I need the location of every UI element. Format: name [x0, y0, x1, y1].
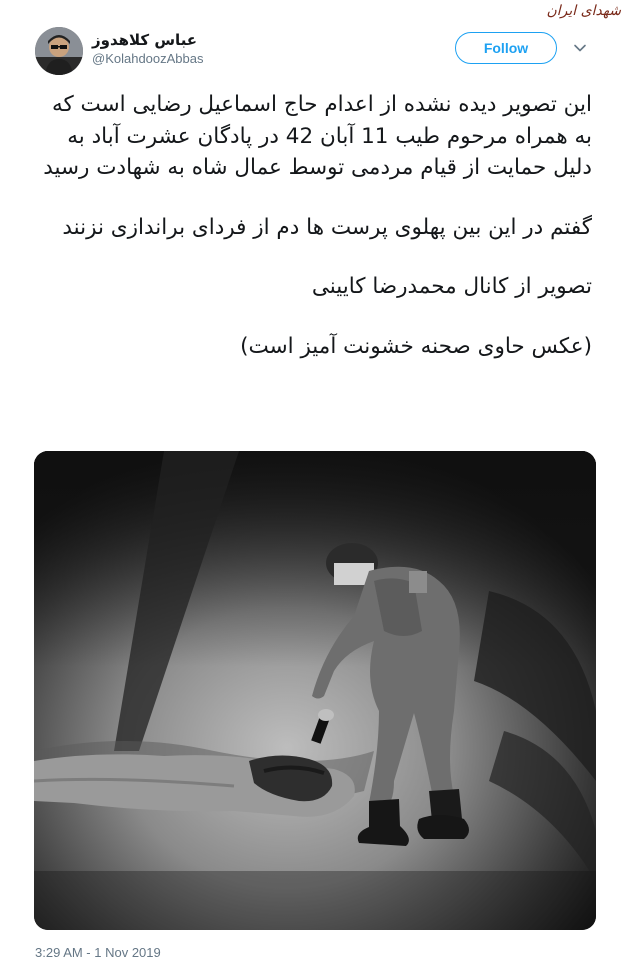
tweet-header — [35, 27, 595, 77]
tweet-paragraph: تصویر از کانال محمدرضا کایینی — [311, 274, 592, 299]
tweet-timestamp[interactable]: 3:29 AM - 1 Nov 2019 — [35, 945, 161, 960]
chevron-down-icon[interactable] — [572, 40, 588, 56]
user-info[interactable] — [92, 30, 204, 68]
avatar[interactable] — [35, 27, 83, 75]
follow-button[interactable]: Follow — [455, 32, 557, 64]
display-name[interactable]: عباس کلاهدوز — [92, 31, 198, 49]
tweet-paragraph: (عکس حاوی صحنه خشونت آمیز است) — [240, 333, 592, 359]
tweet-paragraph: گفتم در این بین پهلوی پرست ها دم از فردای براندازی نزنند — [62, 214, 592, 240]
tweet-text — [40, 89, 592, 362]
avatar-image — [35, 27, 83, 75]
watermark-logo: شهدای ایران — [546, 3, 621, 19]
tweet-photo[interactable] — [34, 451, 596, 930]
tweet-paragraph: این تصویر دیده نشده از اعدام حاج اسماعیل رضایی است که به همراه مرحوم طیب 11 آبان 42 در پادگان عشرت آباد به دلیل حمایت از قیام مردمی توسط عمال شاه به شهادت رسید — [43, 92, 592, 180]
user-handle[interactable]: @KolahdoozAbbas — [92, 51, 204, 66]
photo-image — [34, 451, 596, 930]
